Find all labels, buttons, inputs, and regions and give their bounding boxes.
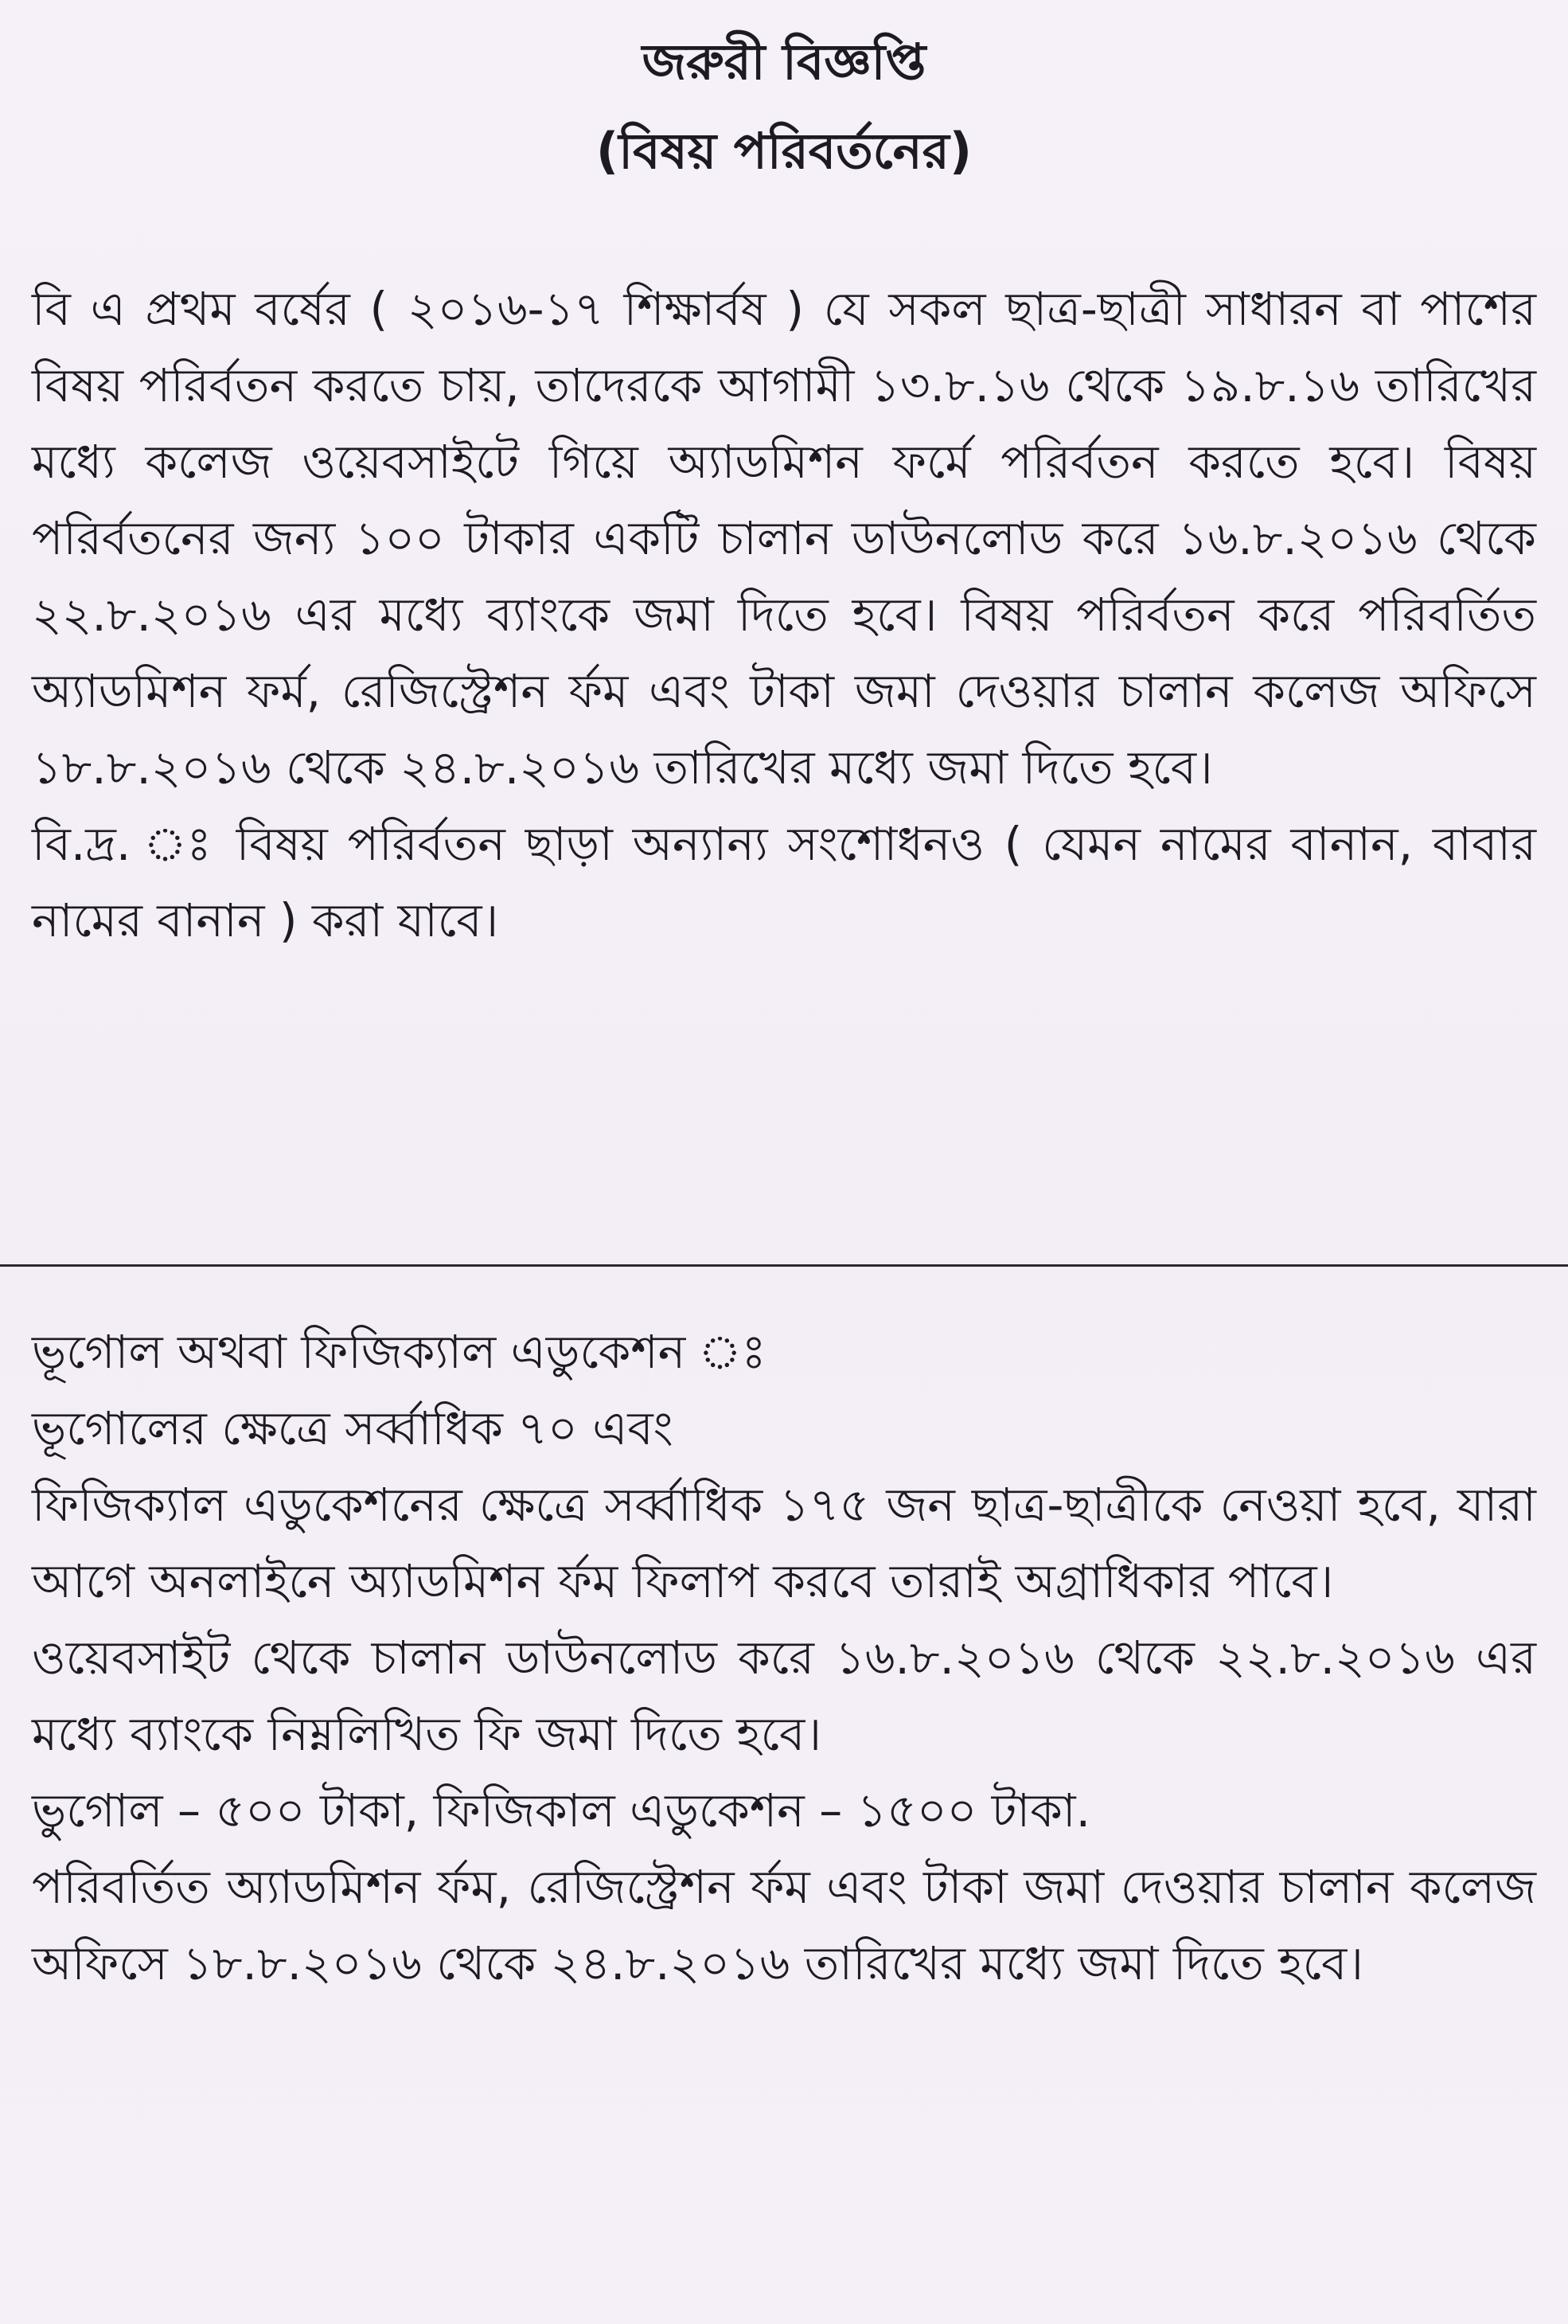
physical-education-seat-limit: ফিজিক্যাল এডুকেশনের ক্ষেত্রে সর্ব্বাধিক ১৭৫ জন ছাত্র-ছাত্রীকে নেওয়া হবে, যারা আগে অনলাইনে অ্যাডমিশন র্ফম ফিলাপ করবে তারাই অগ্রাধিকার পাবে। [32,1478,1536,1608]
geography-seat-limit: ভূগোলের ক্ষেত্রে সর্ব্বাধিক ৭০ এবং [32,1401,673,1455]
fee-amounts: ভুগোল – ৫০০ টাকা, ফিজিকাল এডুকেশন – ১৫০০ টাকা. [32,1783,1091,1838]
form-submission-instruction: পরিবর্তিত অ্যাডমিশন র্ফম, রেজিস্ট্রেশন র্ফম এবং টাকা জমা দেওয়ার চালান কলেজ অফিসে ১৮.৮.২০১৬ থেকে ২৪.৮.২০১৬ তারিখের মধ্যে জমা দিতে হবে। [32,1860,1536,1990]
fee-deposit-instruction: ওয়েবসাইট থেকে চালান ডাউনলোড করে ১৬.৮.২০১৬ থেকে ২২.৮.২০১৬ এর মধ্যে ব্যাংকে নিম্নলিখিত ফি জমা দিতে হবে। [32,1631,1536,1761]
notice-title: জরুরী বিজ্ঞপ্তি [642,33,926,91]
subject-change-paragraph: বি এ প্রথম বর্ষের ( ২০১৬-১৭ শিক্ষার্বষ ) যে সকল ছাত্র-ছাত্রী সাধারন বা পাশের বিষয় পরির্বতন করতে চায়, তাদেরকে আগামী ১৩.৮.১৬ থেকে ১৯.৮.১৬ তারিখের মধ্যে কলেজ ওয়েবসাইটে গিয়ে অ্যাডমিশন ফর্মে পরির্বতন করতে হবে। বিষয় পরির্বতনের জন্য ১০০ টাকার একটি চালান ডাউনলোড করে ১৬.৮.২০১৬ থেকে ২২.৮.২০১৬ এর মধ্যে ব্যাংকে জমা দিতে হবে। বিষয় পরির্বতন করে পরিবর্তিত অ্যাডমিশন ফর্ম, রেজিস্ট্রেশন র্ফম এবং টাকা জমা দেওয়ার চালান কলেজ অফিসে ১৮.৮.২০১৬ থেকে ২৪.৮.২০১৬ তারিখের মধ্যে জমা দিতে হবে। [32,282,1536,795]
nb-note: বি.দ্র. ঃ বিষয় পরির্বতন ছাড়া অন্যান্য সংশোধনও ( যেমন নামের বানান, বাবার নামের বানান ) করা যাবে। [32,817,1536,947]
section-heading: ভূগোল অথবা ফিজিক্যাল এডুকেশন ঃ [32,1325,766,1379]
geography-physical-education-section [32,1314,1536,2002]
subject-change-section [32,271,1536,959]
notice-subtitle: (বিষয় পরিবর্তনের) [595,122,973,180]
section-divider [0,1264,1568,1267]
